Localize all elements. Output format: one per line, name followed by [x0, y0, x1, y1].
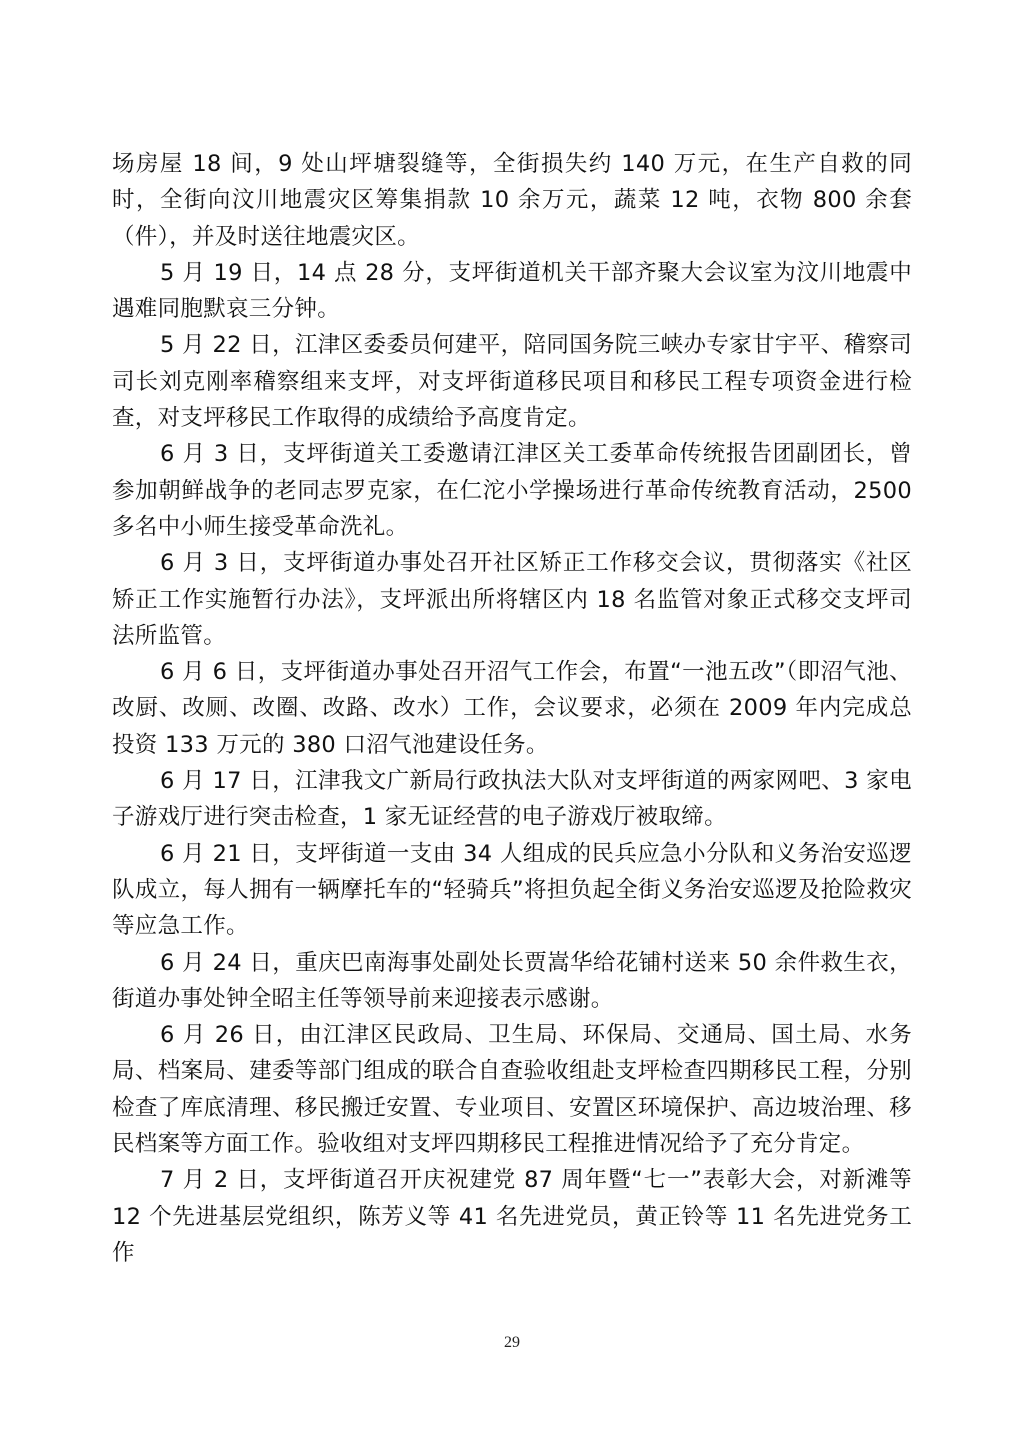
paragraph-continuation: 场房屋 18 间，9 处山坪塘裂缝等，全街损失约 140 万元，在生产自救的同时，全街向汶川地震灾区筹集捐款 10 余万元，蔬菜 12 吨，衣物 800 余套（件），并及时送往地震灾区。 — [112, 151, 912, 250]
paragraph-june-24: 6 月 24 日，重庆巴南海事处副处长贾嵩华给花铺村送来 50 余件救生衣，街道办事处钟全昭主任等领导前来迎接表示感谢。 — [112, 949, 912, 1012]
paragraph-june-6: 6 月 6 日，支坪街道办事处召开沼气工作会，布置“一池五改”（即沼气池、改厨、改厕、改圈、改路、改水）工作，会议要求，必须在 2009 年内完成总投资 133 万元的 380 口沼气池建设任务。 — [112, 659, 912, 758]
paragraph-june-3-guangongwei: 6 月 3 日，支坪街道关工委邀请江津区关工委革命传统报告团副团长，曾参加朝鲜战争的老同志罗克家，在仁沱小学操场进行革命传统教育活动，2500 多名中小师生接受革命洗礼。 — [112, 441, 912, 540]
body-text — [112, 146, 912, 1271]
paragraph-june-26: 6 月 26 日，由江津区民政局、卫生局、环保局、交通局、国土局、水务局、档案局、建委等部门组成的联合自查验收组赴支坪检查四期移民工程，分别检查了库底清理、移民搬迁安置、专业项目、安置区环境保护、高边坡治理、移民档案等方面工作。验收组对支坪四期移民工程推进情况给予了充分肯定。 — [112, 1022, 912, 1158]
paragraph-june-21: 6 月 21 日，支坪街道一支由 34 人组成的民兵应急小分队和义务治安巡逻队成立，每人拥有一辆摩托车的“轻骑兵”将担负起全街义务治安巡逻及抢险救灾等应急工作。 — [112, 840, 912, 940]
paragraph-june-17: 6 月 17 日，江津我文广新局行政执法大队对支坪街道的两家网吧、3 家电子游戏厅进行突击检查，1 家无证经营的电子游戏厅被取缔。 — [112, 768, 912, 831]
paragraph-july-2: 7 月 2 日，支坪街道召开庆祝建党 87 周年暨“七一”表彰大会，对新滩等 12 个先进基层党组织，陈芳义等 41 名先进党员，黄正铃等 11 名先进党务工作 — [112, 1167, 912, 1266]
page-number: 29 — [504, 1334, 520, 1351]
paragraph-june-3-correction: 6 月 3 日，支坪街道办事处召开社区矫正工作移交会议，贯彻落实《社区矫正工作实施暂行办法》，支坪派出所将辖区内 18 名监管对象正式移交支坪司法所监管。 — [112, 550, 912, 649]
paragraph-may-19: 5 月 19 日，14 点 28 分，支坪街道机关干部齐聚大会议室为汶川地震中遇难同胞默哀三分钟。 — [112, 259, 912, 323]
paragraph-may-22: 5 月 22 日，江津区委委员何建平，陪同国务院三峡办专家甘宇平、稽察司司长刘克刚率稽察组来支坪，对支坪街道移民项目和移民工程专项资金进行检查，对支坪移民工作取得的成绩给予高度肯定。 — [112, 332, 912, 432]
